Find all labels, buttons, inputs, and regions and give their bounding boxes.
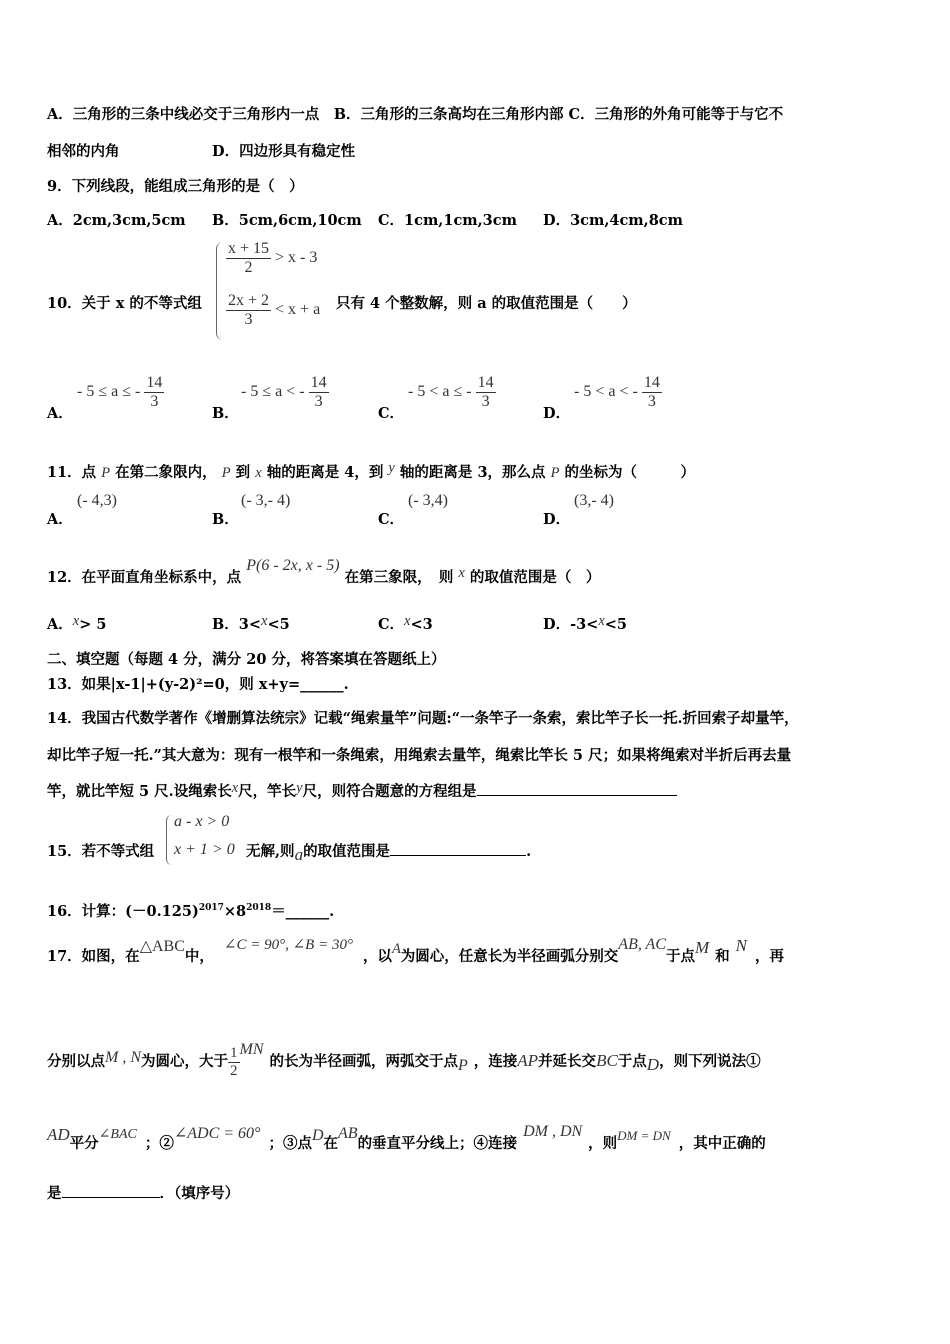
- q10-option-b-label: B．: [212, 405, 239, 422]
- q10-stem-pre: 10．关于 x 的不等式组: [47, 295, 202, 312]
- q8-line1: A．三角形的三条中线必交于三角形内一点 B．三角形的三条高均在三角形内部 C．三角形的外角可能等于与它不: [47, 106, 784, 123]
- q15-stem-pre: 15．若不等式组: [47, 843, 155, 860]
- q11-option-d-value: (3,- 4): [574, 492, 614, 509]
- q17-answer-blank[interactable]: [62, 1183, 160, 1198]
- q10-sys2-numerator: 2x + 2: [228, 292, 270, 309]
- q11-option-a-value: (- 4,3): [77, 492, 117, 509]
- q12-option-a: A．x> 5: [47, 613, 107, 633]
- q11-option-a-label: A．: [47, 511, 73, 528]
- q13: 13．如果|x-1|+(y-2)²=0，则 x+y=______.: [47, 676, 349, 693]
- q9-stem: 9．下列线段，能组成三角形的是（ ）: [47, 178, 304, 195]
- q8-line2a: 相邻的内角: [47, 143, 120, 160]
- q10-sys2-denominator: 3: [244, 310, 253, 328]
- q10-sys2-rest: < x + a: [275, 300, 321, 318]
- q10-option-b-expr: - 5 ≤ a < - $\frac{14}{3}$: [241, 374, 327, 410]
- q10-sys1-numerator: x + 15: [228, 240, 270, 257]
- q10-option-d-label: D．: [543, 405, 571, 422]
- q9-option-b: B．5cm,6cm,10cm: [212, 212, 362, 229]
- q15-stem-post: 无解,则a的取值范围是 .: [246, 843, 532, 864]
- q10-option-a-expr: - 5 ≤ a ≤ - $\frac{14}{3}$: [77, 374, 163, 410]
- q15-inequality-system: a - x > 0 x + 1 > 0: [166, 813, 246, 867]
- q11-option-d-label: D．: [543, 511, 571, 528]
- q11-stem: 11．点 P 在第二象限内， P 到 x 轴的距离是 4，到 y 轴的距离是 3，那么点 P 的坐标为（ ）: [47, 460, 696, 481]
- q10-inequality-system: [216, 240, 336, 342]
- q10-sys1-denominator: 2: [244, 258, 253, 276]
- q17-line4: 是 ．（填序号）: [47, 1185, 240, 1202]
- q17-line2: 分别以点M , N为圆心，大于 $\frac{1}{2}$ MN的长为半径画弧，两弧交于点P ，连接AP并延长交BC于点D，则下列说法①: [47, 1041, 761, 1079]
- section-2-heading: 二、填空题（每题 4 分，满分 20 分，将答案填在答题纸上）: [47, 651, 446, 668]
- q10-option-a-label: A．: [47, 405, 73, 422]
- q11-option-b-value: (- 3,- 4): [241, 492, 291, 509]
- q12-option-d: D．-3<x<5: [543, 613, 628, 633]
- q10-option-d-expr: - 5 < a < - $\frac{14}{3}$: [574, 374, 660, 410]
- q9-option-c: C．1cm,1cm,3cm: [378, 212, 517, 229]
- q12-option-c: C．x<3: [378, 613, 433, 633]
- q11-option-c-value: (- 3,4): [408, 492, 448, 509]
- q14-answer-blank[interactable]: [477, 781, 677, 796]
- q15-answer-blank[interactable]: [390, 841, 526, 856]
- q11-option-b-label: B．: [212, 511, 239, 528]
- q8-option-d: D．四边形具有稳定性: [212, 143, 356, 160]
- q11-option-c-label: C．: [378, 511, 405, 528]
- q16: 16．计算：$(-0.125)^{2017}\times 8^{2018}=\_\_\_\_\_\_$.: [47, 903, 335, 920]
- q17-line1: 17．如图，在△ABC中，∠C = 90°, ∠B = 30°，以A为圆心，任意长为半径画弧分别交AB, AC于点M 和N，再: [47, 936, 785, 965]
- q10-option-c-expr: - 5 < a ≤ - $\frac{14}{3}$: [408, 374, 494, 410]
- q17-line3: AD平分∠BAC；②∠ADC = 60°；③点D在AB的垂直平分线上；④连接DM , DN，则DM = DN ，其中正确的: [47, 1123, 766, 1152]
- q9-option-d: D．3cm,4cm,8cm: [543, 212, 683, 229]
- q14-line1: 14．我国古代数学著作《增删算法统宗》记载“绳索量竿”问题:“一条竿子一条索，索比竿子长一托.折回索子却量竿，: [47, 710, 799, 727]
- q12-stem: 12．在平面直角坐标系中，点 P(6 - 2x, x - 5) 在第三象限， 则 x 的取值范围是（ ）: [47, 557, 601, 586]
- q12-point: P(6 - 2x, x - 5): [246, 557, 340, 574]
- q9-option-a: A．2cm,3cm,5cm: [47, 212, 186, 229]
- q14-line3: 竿，就比竿短 5 尺.设绳索长x尺，竿长y尺，则符合题意的方程组是: [47, 780, 677, 801]
- q12-option-b: B．3<x<5: [212, 613, 290, 633]
- q10-sys1-rest: > x - 3: [275, 248, 318, 266]
- q14-line2: 却比竿子短一托.”其大意为：现有一根竿和一条绳索，用绳索去量竿，绳索比竿长 5 尺；如果将绳索对半折后再去量: [47, 747, 792, 764]
- q10-option-c-label: C．: [378, 405, 405, 422]
- q10-stem-post: 只有 4 个整数解，则 a 的取值范围是（ ）: [336, 295, 637, 312]
